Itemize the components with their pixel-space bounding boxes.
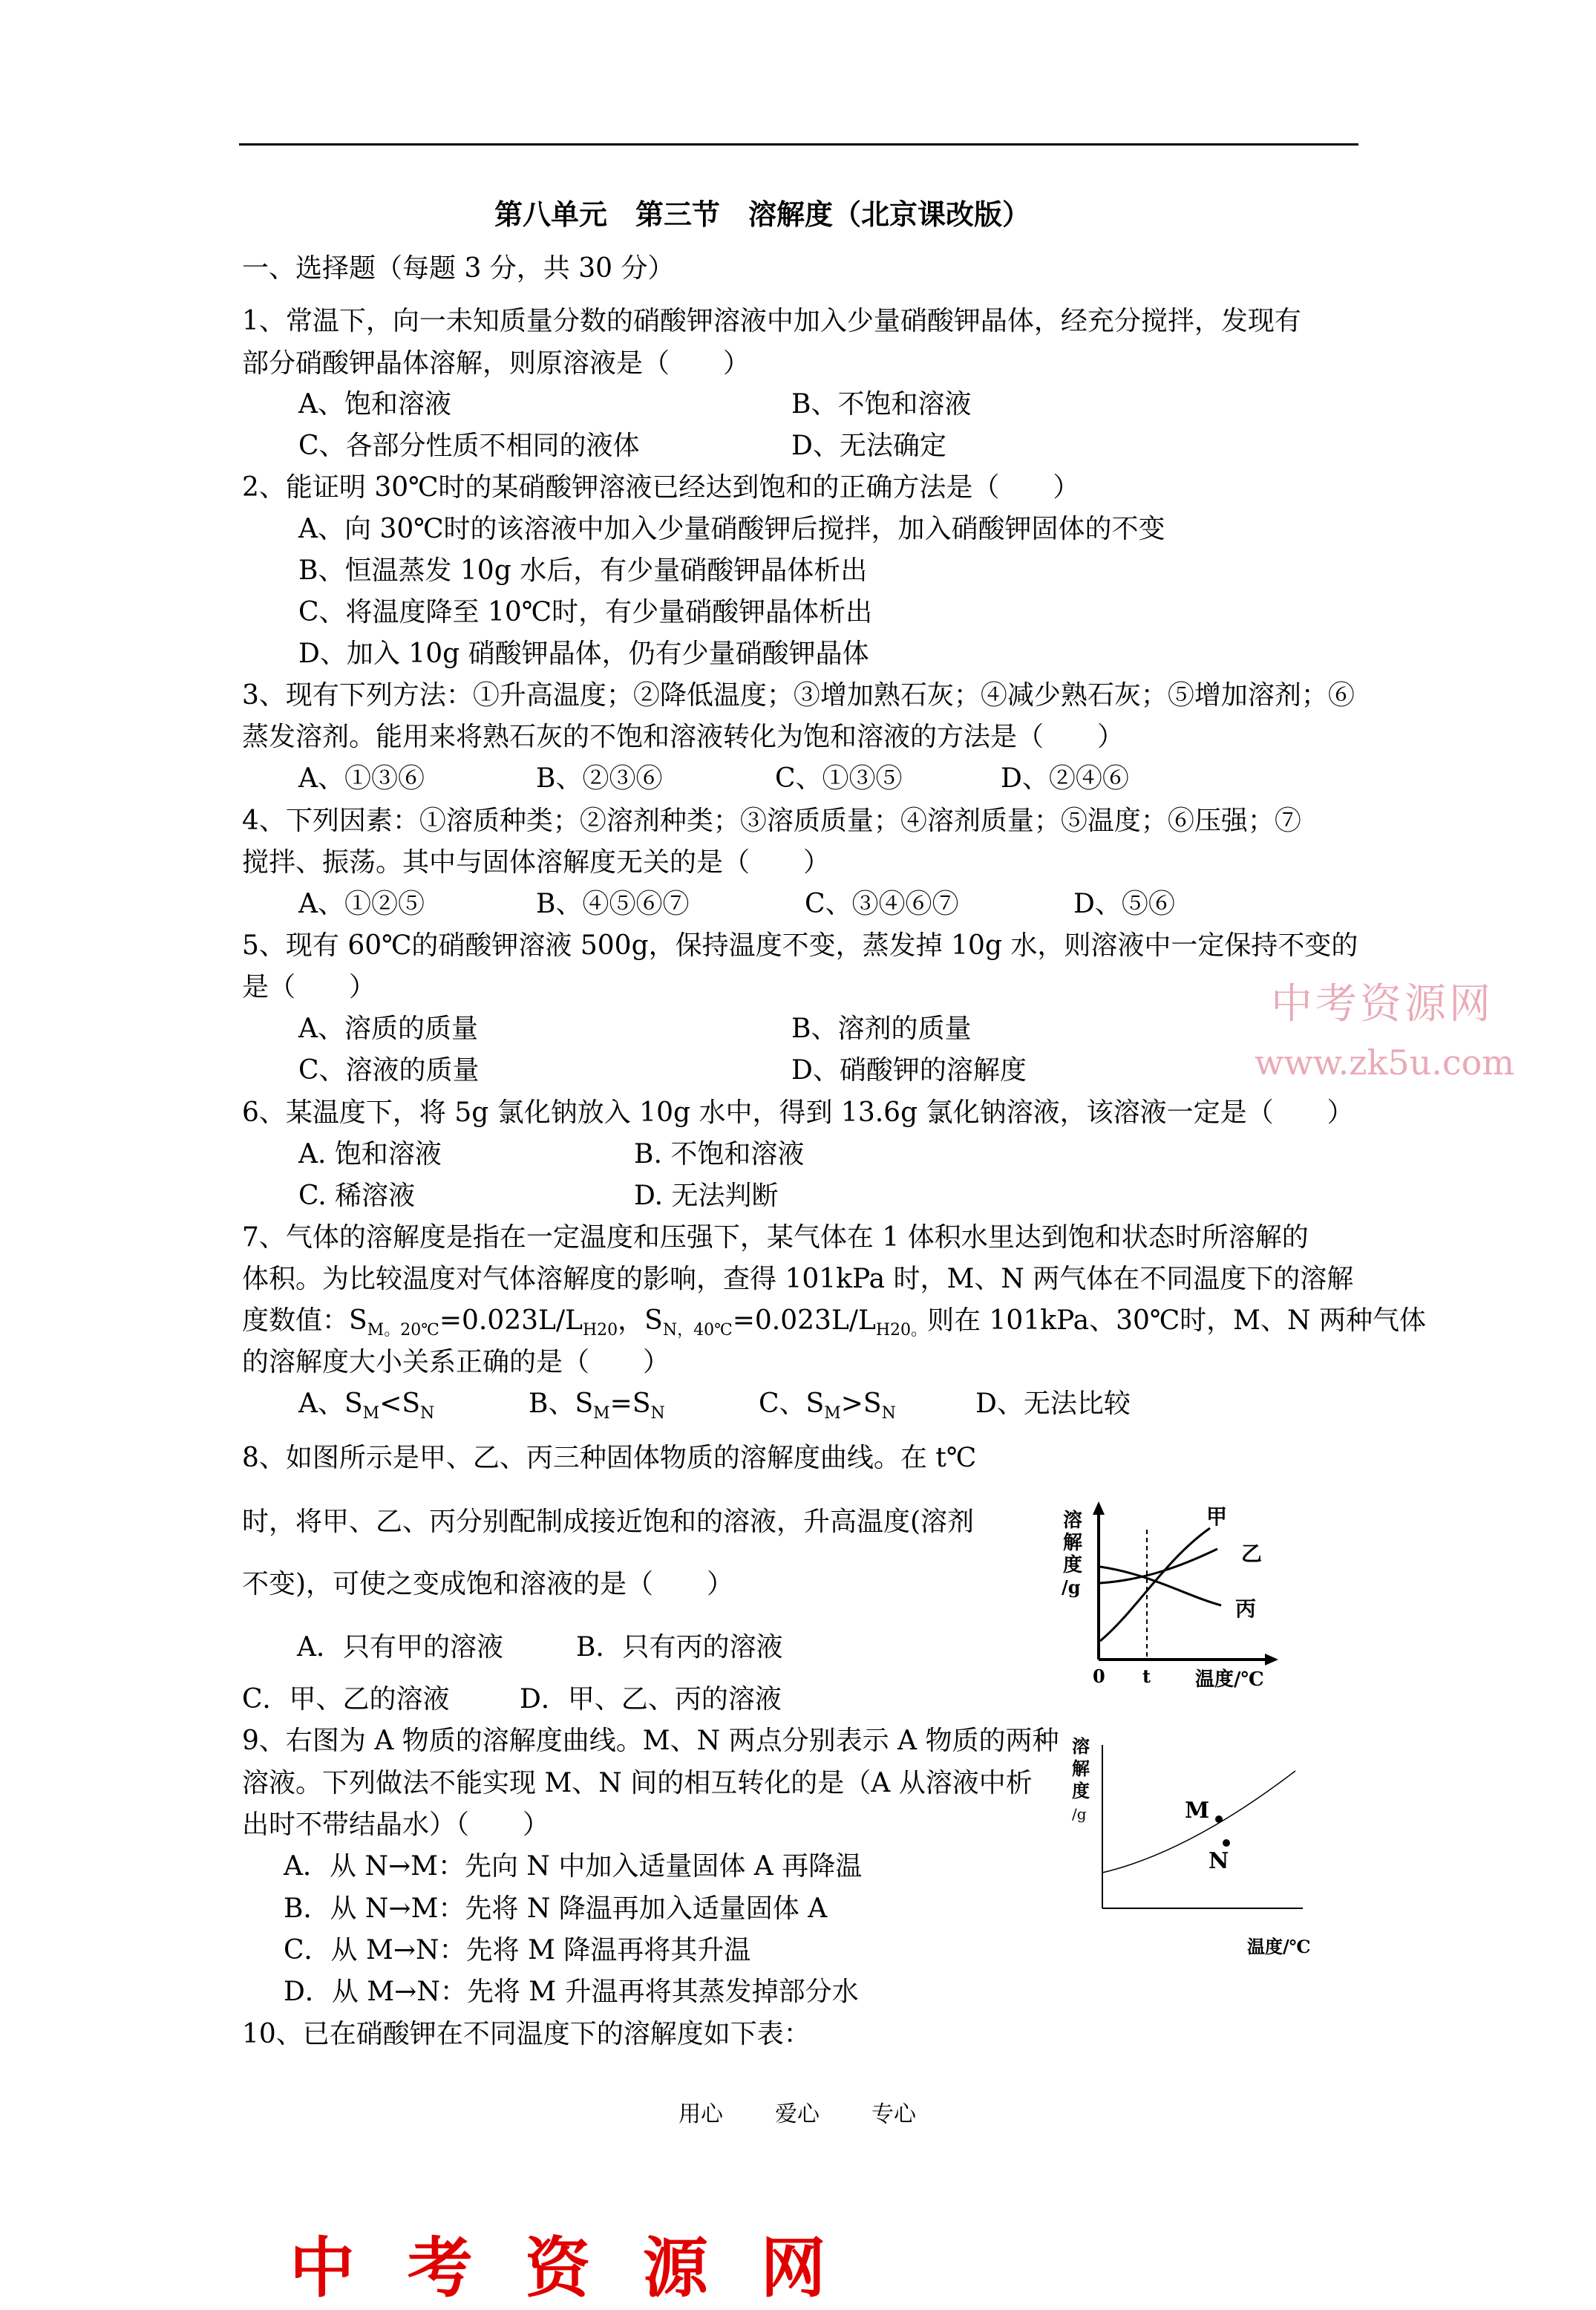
q2-option-c: C、将温度降至 10℃时，有少量硝酸钾晶体析出 xyxy=(298,597,873,627)
q7-b-rel: =S xyxy=(609,1389,651,1419)
q7-b-sub-m: M xyxy=(593,1404,610,1423)
q3-option-b: B、②③⑥ xyxy=(536,763,663,794)
q3-line1: 3、现有下列方法：①升高温度；②降低温度；③增加熟石灰；④减少熟石灰；⑤增加溶剂；⑥ xyxy=(242,680,1355,711)
q2-option-b: B、恒温蒸发 10g 水后，有少量硝酸钾晶体析出 xyxy=(298,555,868,586)
fig2-ylabel-char-3: 度 xyxy=(1072,1780,1090,1801)
q7-c-sub-n: N xyxy=(881,1404,896,1423)
q7-a-rel: <S xyxy=(379,1389,421,1419)
header-rule xyxy=(239,143,1358,146)
fig1-series-bing: 丙 xyxy=(1235,1596,1257,1621)
solubility-curve-figure-1 xyxy=(1054,1492,1306,1693)
fig2-xlabel: 温度/℃ xyxy=(1247,1936,1311,1957)
q3-option-a: A、①③⑥ xyxy=(298,763,425,794)
q7-c-rel: >S xyxy=(840,1389,882,1419)
q5-option-b: B、溶剂的质量 xyxy=(791,1014,972,1044)
q7-sub-h2o-1: H20 xyxy=(582,1321,618,1340)
q4-line2: 搅拌、振荡。其中与固体溶解度无关的是（ ） xyxy=(242,847,831,878)
q1-option-a: A、饱和溶液 xyxy=(298,389,451,420)
watermark-title: 中考资源网 xyxy=(1271,980,1494,1028)
q7-s-label: 度数值：S xyxy=(242,1305,367,1336)
q5-option-d: D、硝酸钾的溶解度 xyxy=(791,1055,1027,1086)
solubility-curve-figure-2 xyxy=(1062,1730,1344,1960)
q5-line1: 5、现有 60℃的硝酸钾溶液 500g，保持温度不变，蒸发掉 10g 水，则溶液中一定保持不变的 xyxy=(242,930,1358,961)
fig2-ylabel-char-2: 解 xyxy=(1072,1758,1090,1779)
q4-option-b: B、④⑤⑥⑦ xyxy=(536,889,690,919)
fig1-t-label: t xyxy=(1142,1665,1151,1687)
q3-line2: 蒸发溶剂。能用来将熟石灰的不饱和溶液转化为饱和溶液的方法是（ ） xyxy=(242,722,1125,752)
q7-option-b xyxy=(529,1386,665,1432)
q6-option-a: A. 饱和溶液 xyxy=(298,1139,442,1169)
q6-option-d: D. 无法判断 xyxy=(634,1181,779,1211)
page-title: 第八单元 第三节 溶解度（北京课改版） xyxy=(494,198,1031,231)
q6-option-c: C. 稀溶液 xyxy=(298,1181,416,1211)
q7-b-sub-n: N xyxy=(650,1404,665,1423)
q2-stem: 2、能证明 30℃时的某硝酸钾溶液已经达到饱和的正确方法是（ ） xyxy=(242,472,1080,503)
fig2-point-n xyxy=(1223,1839,1230,1847)
q9-option-b: B．从 N→M：先将 N 降温再加入适量固体 A xyxy=(284,1893,828,1924)
fig1-xlabel: 温度/℃ xyxy=(1195,1668,1264,1691)
q3-option-d: D、②④⑥ xyxy=(1001,763,1129,794)
q8-option-b: B．只有丙的溶液 xyxy=(576,1632,783,1663)
q7-a-sub-n: N xyxy=(420,1404,435,1423)
q1-option-b: B、不饱和溶液 xyxy=(791,389,972,420)
section-heading: 一、选择题（每题 3 分，共 30 分） xyxy=(242,253,675,284)
fig1-x-arrow xyxy=(1265,1654,1278,1665)
q7-line1: 7、气体的溶解度是指在一定温度和压强下，某气体在 1 体积水里达到饱和状态时所溶解的 xyxy=(242,1222,1309,1253)
fig1-series-yi: 乙 xyxy=(1241,1541,1263,1566)
q10-stem: 10、已在硝酸钾在不同温度下的溶解度如下表： xyxy=(242,2019,811,2049)
q5-line2: 是（ ） xyxy=(242,972,376,1002)
fig1-series-jia: 甲 xyxy=(1206,1504,1228,1529)
bottom-watermark: 中 考 资 源 网 xyxy=(290,2229,841,2306)
fig1-ylabel-char-1: 溶 xyxy=(1063,1510,1083,1532)
q2-option-a: A、向 30℃时的该溶液中加入少量硝酸钾后搅拌，加入硝酸钾固体的不变 xyxy=(298,514,1165,544)
q7-sub-n: N，40℃ xyxy=(662,1321,733,1340)
q8-option-a: A．只有甲的溶液 xyxy=(297,1632,503,1663)
q1-line2: 部分硝酸钾晶体溶解，则原溶液是（ ） xyxy=(242,348,750,379)
q6-stem: 6、某温度下，将 5g 氯化钠放入 10g 水中，得到 13.6g 氯化钠溶液，该溶液一定是（ ） xyxy=(242,1097,1354,1128)
q9-option-a: A．从 N→M：先向 N 中加入适量固体 A 再降温 xyxy=(284,1851,863,1882)
fig2-point-m xyxy=(1215,1815,1223,1823)
q2-option-d: D、加入 10g 硝酸钾晶体，仍有少量硝酸钾晶体 xyxy=(298,639,869,669)
q1-line1: 1、常温下，向一未知质量分数的硝酸钾溶液中加入少量硝酸钾晶体，经充分搅拌，发现有 xyxy=(242,306,1301,336)
fig2-ylabel-char-4: /g xyxy=(1072,1805,1087,1823)
q7-a-prefix: A、S xyxy=(298,1389,363,1419)
q7-line3 xyxy=(242,1303,1426,1348)
footer-text-2: 爱心 xyxy=(775,2101,820,2127)
q5-option-c: C、溶液的质量 xyxy=(298,1055,480,1086)
q5-option-a: A、溶质的质量 xyxy=(298,1014,478,1044)
q9-option-c: C．从 M→N：先将 M 降温再将其升温 xyxy=(284,1935,751,1965)
q7-line4: 的溶解度大小关系正确的是（ ） xyxy=(242,1347,670,1377)
q7-sub-h2o-2: H20。 xyxy=(875,1321,928,1340)
q8-line2: 时，将甲、乙、丙分别配制成接近饱和的溶液，升高温度(溶剂 xyxy=(242,1507,975,1537)
fig2-ylabel-char-1: 溶 xyxy=(1072,1735,1090,1757)
footer-text-3: 专心 xyxy=(871,2101,916,2127)
q4-option-c: C、③④⑥⑦ xyxy=(805,889,959,919)
q7-c-prefix: C、S xyxy=(759,1389,825,1419)
q8-option-d: D．甲、乙、丙的溶液 xyxy=(520,1684,782,1714)
q4-line1: 4、下列因素：①溶质种类；②溶剂种类；③溶质质量；④溶剂质量；⑤温度；⑥压强；⑦ xyxy=(242,806,1301,836)
q7-a-sub-m: M xyxy=(362,1404,380,1423)
fig1-origin: 0 xyxy=(1093,1665,1105,1687)
watermark-url: www.zk5u.com xyxy=(1255,1043,1514,1083)
q7-value-n: =0.023L/L xyxy=(732,1305,876,1336)
q6-option-b: B. 不饱和溶液 xyxy=(634,1139,805,1169)
q7-option-d: D、无法比较 xyxy=(975,1389,1131,1419)
q7-option-a xyxy=(298,1386,434,1432)
q7-line2: 体积。为比较温度对气体溶解度的影响，查得 101kPa 时，M、N 两气体在不同温度下的溶解 xyxy=(242,1264,1354,1294)
q8-line3: 不变)，可使之变成饱和溶液的是（ ） xyxy=(242,1569,734,1599)
q8-option-c: C．甲、乙的溶液 xyxy=(242,1684,450,1714)
fig1-curve-jia xyxy=(1100,1528,1210,1641)
q4-option-d: D、⑤⑥ xyxy=(1073,889,1175,919)
fig2-label-n: N xyxy=(1209,1848,1229,1874)
q9-option-d: D．从 M→N：先将 M 升温再将其蒸发掉部分水 xyxy=(284,1977,859,2007)
q4-option-a: A、①②⑤ xyxy=(298,889,425,919)
q9-line1: 9、右图为 A 物质的溶解度曲线。M、N 两点分别表示 A 物质的两种 xyxy=(242,1726,1059,1756)
fig1-ylabel-char-3: 度 xyxy=(1063,1554,1083,1576)
q7-option-c xyxy=(759,1386,896,1432)
q7-sub-m: M。20℃ xyxy=(367,1321,439,1340)
q1-option-c: C、各部分性质不相同的液体 xyxy=(298,431,640,461)
q7-b-prefix: B、S xyxy=(529,1389,594,1419)
q7-s-label-2: ，S xyxy=(618,1305,663,1336)
q7-value-m: =0.023L/L xyxy=(439,1305,583,1336)
footer-text-1: 用心 xyxy=(678,2101,723,2127)
q7-line3-tail: 则在 101kPa、30℃时，M、N 两种气体 xyxy=(927,1305,1426,1336)
q9-line3: 出时不带结晶水）（ ） xyxy=(242,1810,550,1840)
fig2-label-m: M xyxy=(1185,1798,1210,1824)
fig1-y-arrow xyxy=(1093,1501,1105,1515)
q3-option-c: C、①③⑤ xyxy=(775,763,903,794)
q9-line2: 溶液。下列做法不能实现 M、N 间的相互转化的是（A 从溶液中析 xyxy=(242,1768,1033,1798)
fig1-ylabel-char-4: /g xyxy=(1062,1576,1081,1598)
q1-option-d: D、无法确定 xyxy=(791,431,946,461)
fig1-ylabel-char-2: 解 xyxy=(1063,1532,1083,1554)
q7-c-sub-m: M xyxy=(824,1404,841,1423)
q8-line1: 8、如图所示是甲、乙、丙三种固体物质的溶解度曲线。在 t℃ xyxy=(242,1443,977,1473)
